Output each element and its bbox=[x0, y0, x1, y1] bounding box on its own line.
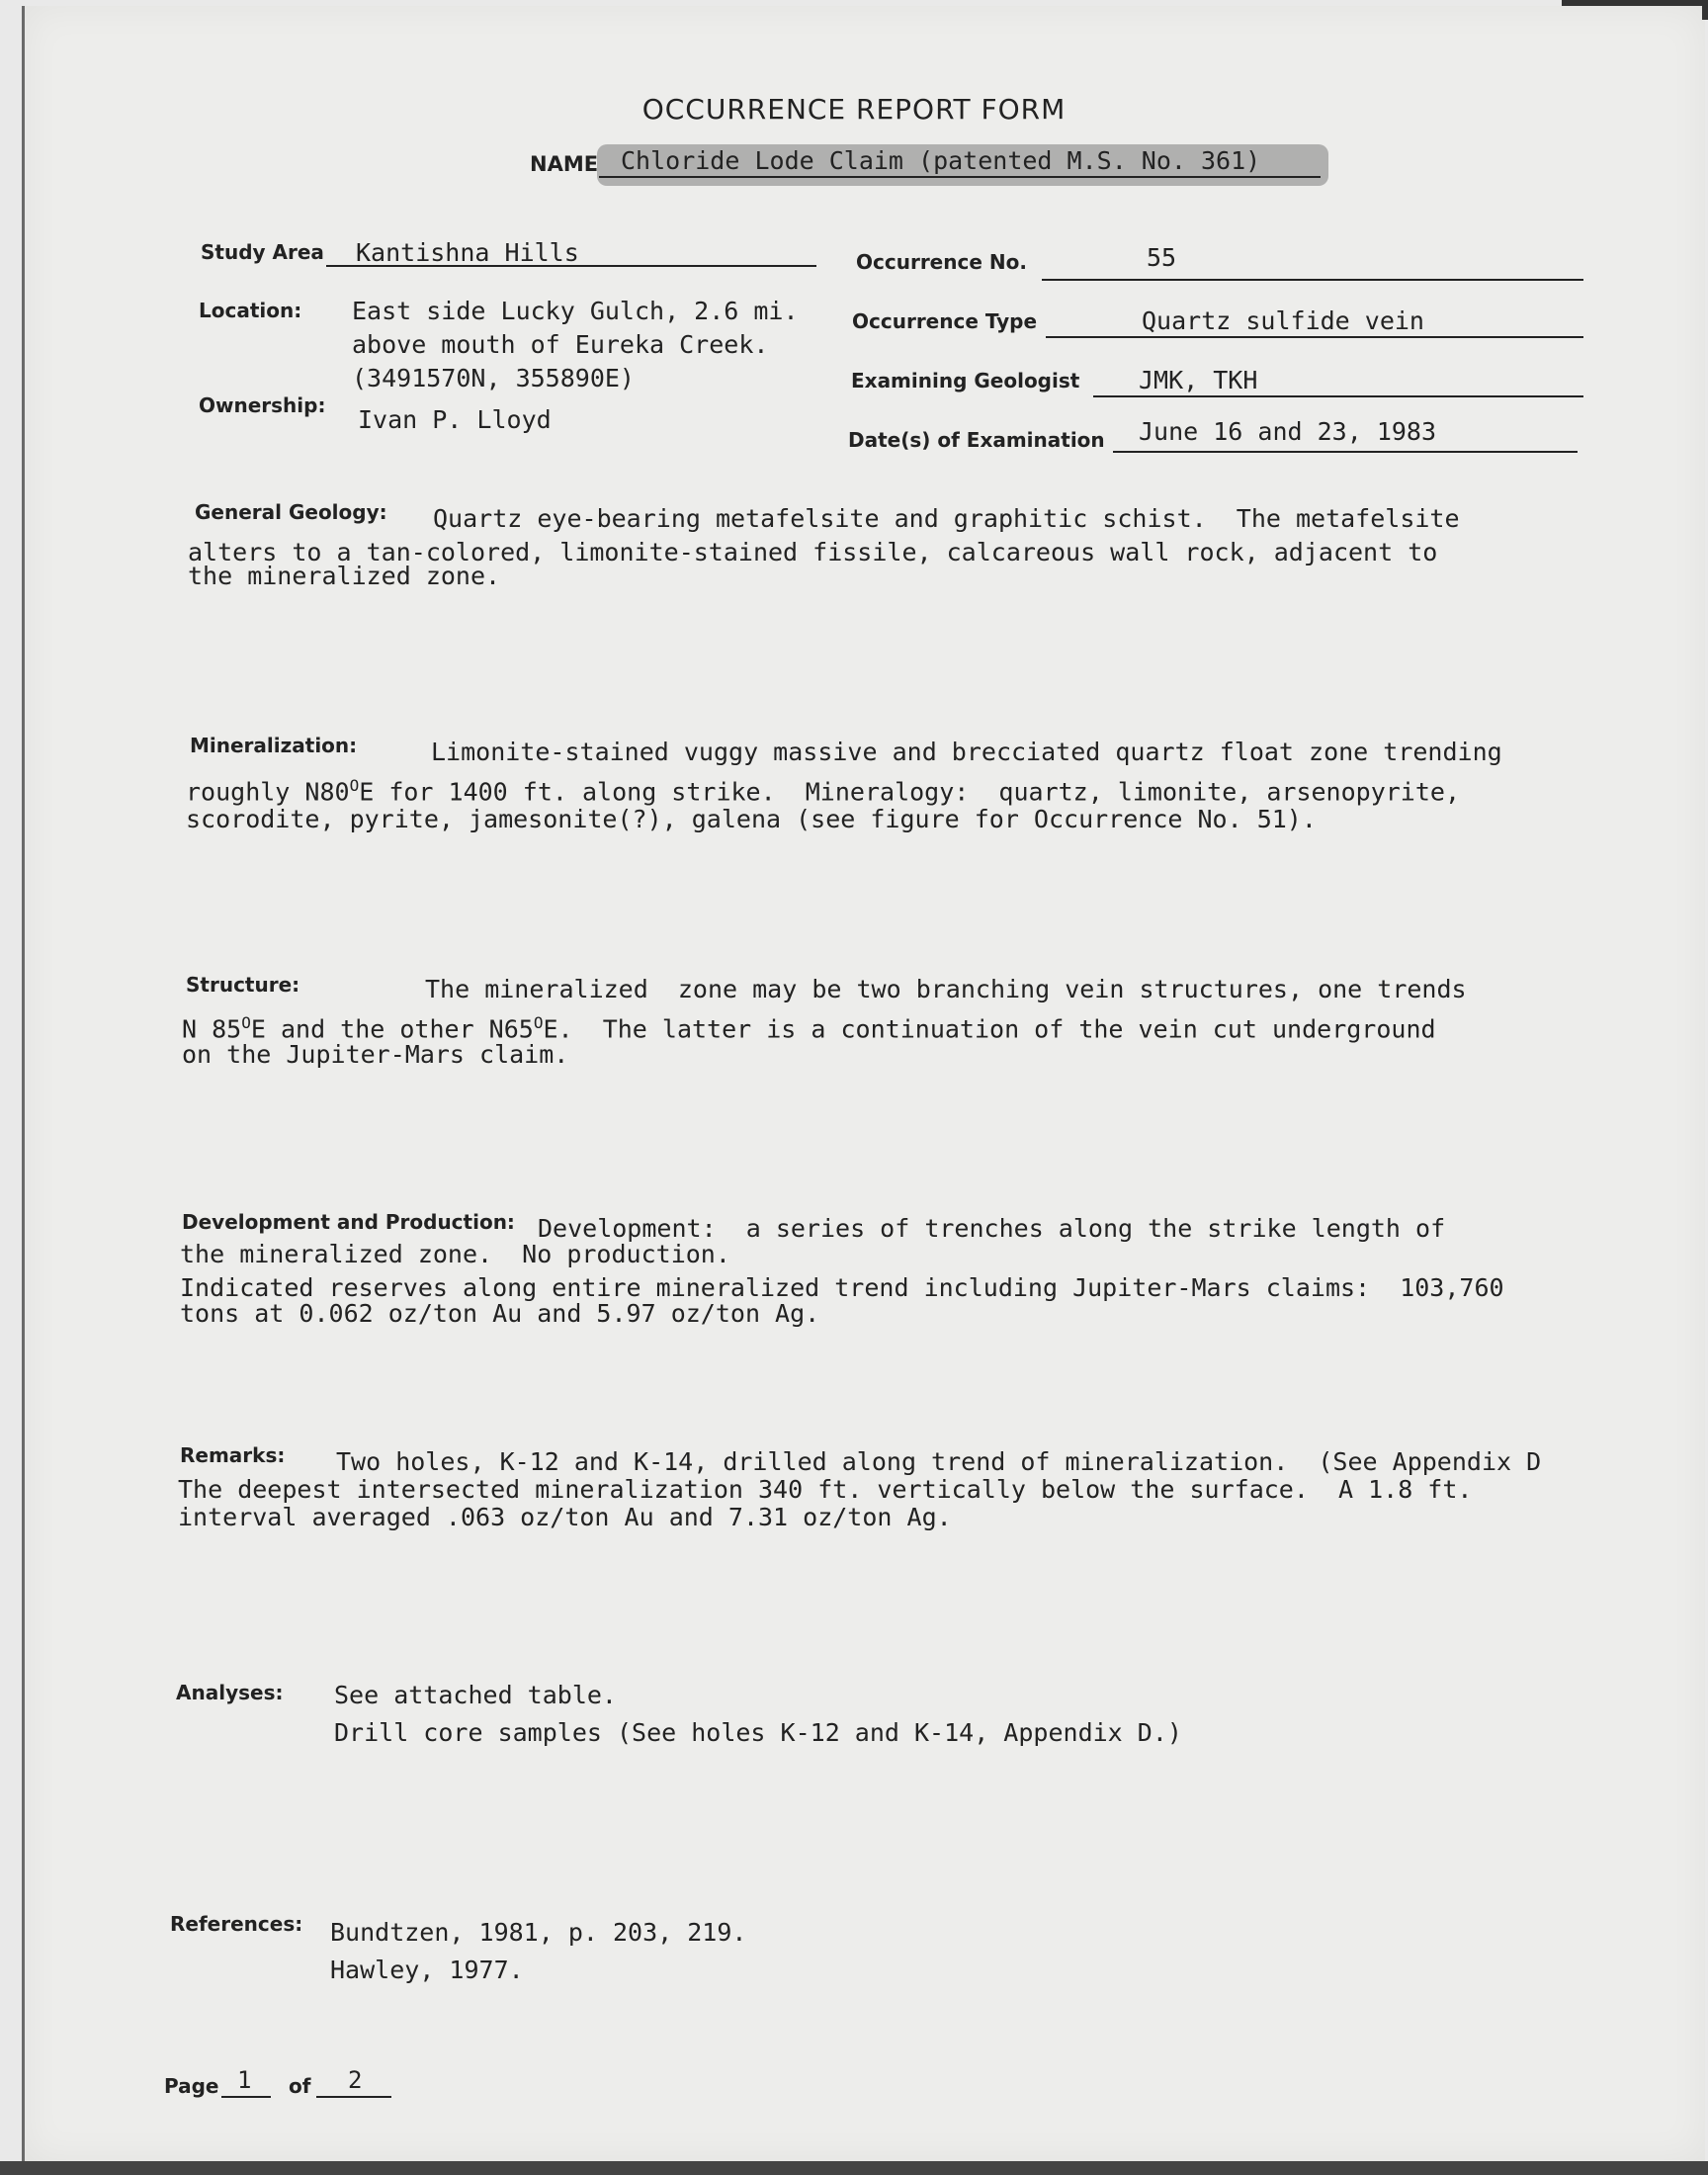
structure-text bbox=[182, 973, 1467, 1072]
references-label: References: bbox=[170, 1912, 303, 1936]
general-geology-label: General Geology: bbox=[195, 500, 387, 524]
page-number: 1 bbox=[237, 2066, 252, 2094]
occurrence-type-value: Quartz sulfide vein bbox=[1142, 306, 1424, 335]
references-text bbox=[330, 1914, 746, 1989]
remarks-line: interval averaged .063 oz/ton Au and 7.31 oz/ton Ag. bbox=[178, 1503, 952, 1531]
degree-symbol: O bbox=[241, 1013, 251, 1032]
general-geology-line: the mineralized zone. bbox=[188, 562, 501, 590]
location-line: above mouth of Eureka Creek. bbox=[352, 330, 769, 359]
mineralization-line: Limonite-stained vuggy massive and brecciated quartz float zone trending bbox=[431, 738, 1502, 766]
study-area-underline bbox=[326, 265, 816, 267]
study-area-label: Study Area bbox=[201, 240, 324, 264]
development-label: Development and Production: bbox=[182, 1210, 515, 1234]
study-area-value: Kantishna Hills bbox=[356, 238, 579, 267]
structure-line-part: E. The latter is a continuation of the vein cut underground bbox=[543, 1014, 1436, 1044]
page-total-underline bbox=[316, 2096, 391, 2098]
name-underline bbox=[599, 176, 1321, 178]
development-line: Indicated reserves along entire mineralized trend including Jupiter-Mars claims: 103,760 bbox=[180, 1273, 1504, 1302]
remarks-text bbox=[178, 1445, 1541, 1534]
analyses-line: See attached table. bbox=[334, 1681, 617, 1709]
general-geology-line: Quartz eye-bearing metafelsite and graphitic schist. The metafelsite bbox=[433, 504, 1460, 533]
ownership-label: Ownership: bbox=[199, 393, 326, 417]
structure-label: Structure: bbox=[186, 973, 300, 997]
development-line: the mineralized zone. No production. bbox=[180, 1240, 730, 1268]
location-value bbox=[352, 295, 799, 395]
development-line: Development: a series of trenches along the strike length of bbox=[538, 1214, 1446, 1243]
development-text bbox=[180, 1212, 1504, 1331]
occurrence-type-label: Occurrence Type bbox=[852, 309, 1038, 333]
page-total: 2 bbox=[348, 2066, 363, 2094]
of-label: of bbox=[289, 2074, 311, 2098]
name-value: Chloride Lode Claim (patented M.S. No. 361) bbox=[621, 146, 1261, 175]
analyses-line: Drill core samples (See holes K-12 and K-14, Appendix D.) bbox=[334, 1718, 1182, 1747]
remarks-line: Two holes, K-12 and K-14, drilled along trend of mineralization. (See Appendix D bbox=[336, 1447, 1542, 1476]
examining-geologist-label: Examining Geologist bbox=[851, 369, 1080, 392]
structure-line: on the Jupiter-Mars claim. bbox=[182, 1040, 569, 1070]
remarks-label: Remarks: bbox=[180, 1443, 286, 1467]
mineralization-text bbox=[186, 736, 1502, 836]
dates-label: Date(s) of Examination bbox=[848, 428, 1105, 452]
page-label: Page bbox=[164, 2074, 219, 2098]
development-line: tons at 0.062 oz/ton Au and 5.97 oz/ton Ag. bbox=[180, 1299, 820, 1328]
dates-value: June 16 and 23, 1983 bbox=[1139, 417, 1437, 446]
analyses-text bbox=[334, 1677, 1182, 1752]
structure-line-part: N 85 bbox=[182, 1014, 242, 1044]
structure-line: The mineralized zone may be two branching vein structures, one trends bbox=[425, 975, 1467, 1003]
structure-line-part: E and the other N65 bbox=[250, 1014, 534, 1044]
location-label: Location: bbox=[199, 299, 302, 322]
occurrence-no-underline bbox=[1042, 279, 1583, 281]
occurrence-type-underline bbox=[1046, 336, 1583, 338]
degree-symbol: O bbox=[349, 776, 360, 795]
page-number-underline bbox=[221, 2096, 271, 2098]
analyses-label: Analyses: bbox=[176, 1681, 284, 1704]
location-line: East side Lucky Gulch, 2.6 mi. bbox=[352, 297, 799, 325]
examining-geologist-value: JMK, TKH bbox=[1139, 366, 1258, 394]
examining-geologist-underline bbox=[1093, 395, 1583, 397]
general-geology-line: alters to a tan-colored, limonite-stained fissile, calcareous wall rock, adjacent to bbox=[188, 538, 1438, 566]
location-line: (3491570N, 355890E) bbox=[352, 364, 635, 392]
scan-edge-bottom bbox=[0, 2161, 1708, 2175]
mineralization-line-part: E for 1400 ft. along strike. Mineralogy: quartz, limonite, arsenopyrite, bbox=[359, 777, 1461, 807]
degree-symbol: O bbox=[533, 1013, 544, 1032]
ownership-value: Ivan P. Lloyd bbox=[358, 405, 552, 434]
form-title: OCCURRENCE REPORT FORM bbox=[641, 93, 1067, 126]
scan-edge bbox=[1562, 0, 1708, 20]
reference-line: Hawley, 1977. bbox=[330, 1956, 524, 1984]
reference-line: Bundtzen, 1981, p. 203, 219. bbox=[330, 1918, 747, 1947]
occurrence-no-value: 55 bbox=[1147, 243, 1177, 272]
occurrence-no-label: Occurrence No. bbox=[856, 250, 1027, 274]
name-label: NAME bbox=[530, 152, 599, 176]
remarks-line: The deepest intersected mineralization 340 ft. vertically below the surface. A 1.8 ft. bbox=[178, 1475, 1473, 1504]
mineralization-line-part: roughly N80 bbox=[186, 777, 350, 807]
general-geology-text bbox=[188, 502, 1460, 593]
mineralization-line: scorodite, pyrite, jamesonite(?), galena (see figure for Occurrence No. 51). bbox=[186, 805, 1317, 834]
mineralization-label: Mineralization: bbox=[190, 734, 358, 757]
dates-underline bbox=[1113, 451, 1578, 453]
